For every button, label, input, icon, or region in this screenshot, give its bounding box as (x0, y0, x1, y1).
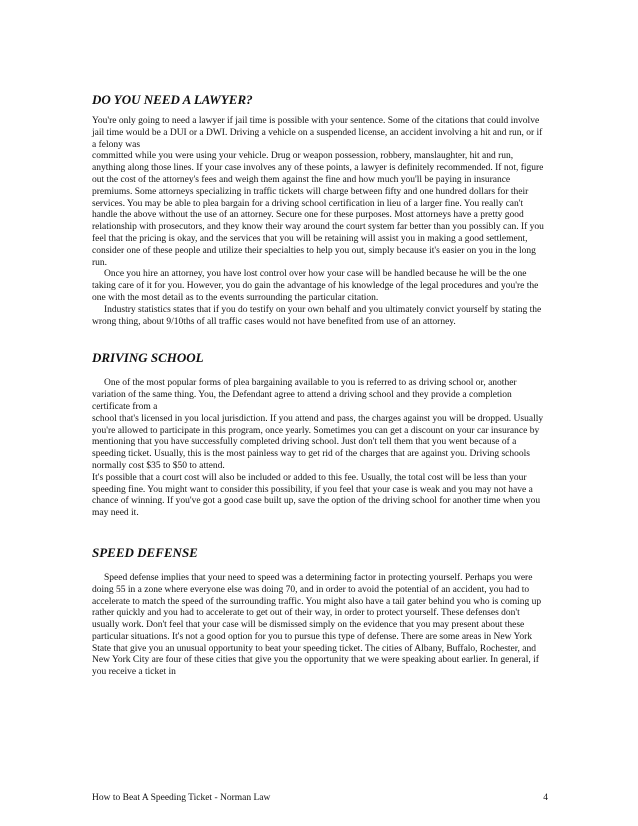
section-lawyer (92, 92, 548, 328)
page-number: 4 (543, 793, 548, 803)
paragraph: Speed defense implies that your need to speed was a determining factor in protecting yourself. Perhaps you were doing 55 in a zone where everyone else was doing 70, and in order to avoid the potential of an accident, you had to accelerate to match the speed of the surrounding traffic. You might also have a tail gater behind you who is coming up rather quickly and you had to accelerate to get out of their way, in order to protect yourself. These defenses don't usually work. Don't feel that your case will be dismissed simply on the evidence that you may present about these particular situations. It's not a good option for you to pursue this type of defense. There are some areas in New York State that give you an unusual opportunity to beat your speeding ticket. The cities of Albany, Buffalo, Rochester, and New York City are four of these cities that give you the opportunity that we were speaking about earlier. In general, if you receive a ticket in (92, 572, 542, 678)
page-footer (92, 793, 548, 803)
paragraph: Once you hire an attorney, you have lost control over how your case will be handled because he will be the one taking care of it for you. However, you do gain the advantage of his knowledge of the legal procedures and you're the one with the most detail as to the events surrounding the particular citation. (92, 269, 539, 303)
paragraph: It's possible that a court cost will also be included or added to this fee. Usually, the total cost will be less than your speeding fine. You might want to consider this possibility, if you feel that your case is weak and you may not have a chance of winning. If you've got a good case built up, save the option of the driving school for another time when you may need it. (92, 472, 541, 519)
paragraph: Industry statistics states that if you do testify on your own behalf and you ultimately convict yourself by stating the wrong thing, about 9/10ths of all traffic cases would not have benefited from use of an attorney. (92, 304, 542, 327)
paragraph: One of the most popular forms of plea bargaining available to you is referred to as driving school or, another variation of the same thing. You, the Defendant agree to attend a driving school and they provide a completion certificate from a (92, 378, 517, 412)
page-content (92, 92, 548, 679)
paragraph: committed while you were using your vehicle. Drug or weapon possession, robbery, manslaughter, hit and run, anything along those lines. If your case involves any of these points, a lawyer is definitely recommended. If not, figure out the cost of the attorney's fees and weigh them against the fine and how much you'll be paying in insurance premiums. Some attorneys specializing in traffic tickets will charge between fifty and one hundred dollars for their services. You may be able to plea bargain for a driving school certification in lieu of a larger fine. You really can't handle the above without the use of an attorney. Secure one for these purposes. Most attorneys have a pretty good relationship with prosecutors, and they know their way around the court system far better than you possibly can. If you feel that the pricing is okay, and the services that you will be retaining will assist you in making a good settlement, consider one of these people and utilize their specialties to help you out, simply because it's easier on you in the long run. (92, 151, 544, 268)
heading-driving-school: DRIVING SCHOOL (92, 350, 204, 366)
heading-speed-defense: SPEED DEFENSE (92, 544, 198, 560)
section-driving-school (92, 350, 548, 520)
paragraph: school that's licensed in you local jurisdiction. If you attend and pass, the charges against you will be dropped. Usually you're allowed to participate in this program, once yearly. Sometimes you can get a discount on your car insurance by mentioning that you have successfully completed driving school. Just don't tell them that you went because of a speeding ticket. Usually, this is the most painless way to get rid of the charges that are against you. Driving schools normally cost $35 to $50 to attend. (92, 413, 544, 471)
paragraph: You're only going to need a lawyer if jail time is possible with your sentence. Some of the citations that could involve jail time would be a DUI or a DWI. Driving a vehicle on a suspended license, an accident involving a hit and run, or if a felony was (92, 116, 543, 150)
footer-title: How to Beat A Speeding Ticket - Norman Law (92, 793, 271, 803)
section-speed-defense (92, 545, 548, 679)
heading-lawyer: DO YOU NEED A LAWYER? (92, 92, 253, 107)
